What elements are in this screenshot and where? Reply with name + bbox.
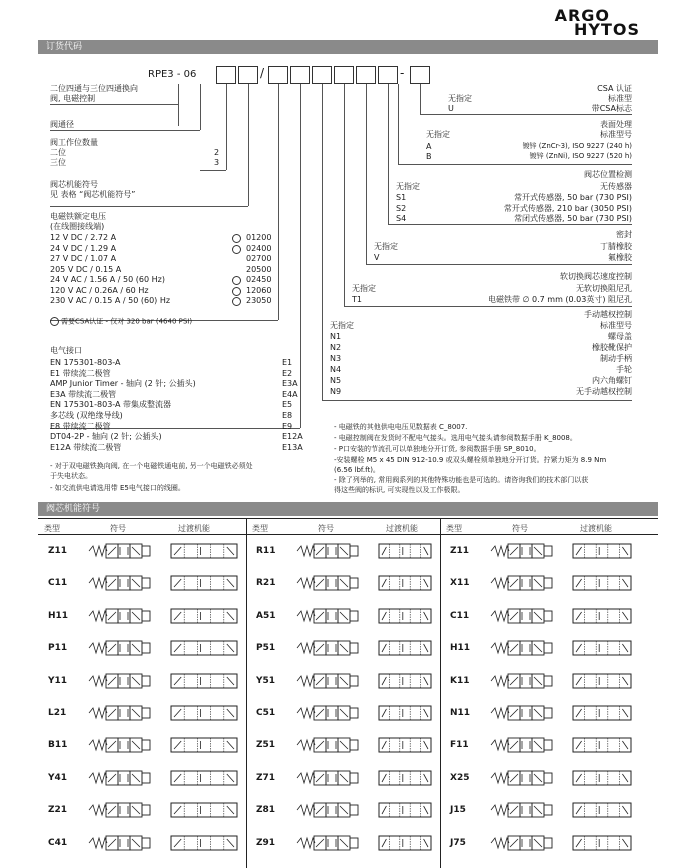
note-line: - 电磁铁的其他供电电压见数据表 C_8007. [334,423,468,431]
code-box-6 [334,66,354,84]
spool-symbol-icon [296,540,362,562]
spool-type-code: C11 [450,610,470,621]
spool-symbol-icon [490,540,556,562]
manual-code: N3 [330,354,342,363]
connector-label: EN 175301-803-A 带集成整流器 [50,400,172,410]
note-coil-2: - 如交流供电请选用带 E5电气接口的线圈。 [50,484,185,492]
transition-symbol-icon [378,640,432,656]
sensor-label: 常开式传感器, 50 bar (730 PSI) [514,193,632,202]
surface-none: 无指定 [426,130,450,139]
spool-symbol-icon [88,572,154,594]
table-header-line [38,534,658,535]
voltage-code: 02450 [246,275,272,284]
transition-symbol-icon [572,543,632,559]
seal-v-code: V [374,253,380,262]
slash-separator: / [260,66,265,80]
note-line: - P口安装的节流孔可以单独地分开订货, 参阅数据手册 SP_8010。 [334,445,541,453]
spool-type-code: Z71 [256,772,276,783]
sensor-label: 常开式传感器, 210 bar (3050 PSI) [503,203,632,213]
spool-type-code: F11 [450,740,469,751]
voltage-code: 20500 [246,264,272,274]
spool-symbol-title: 阀芯机能符号 [50,180,98,189]
transition-symbol-icon [378,543,432,559]
positions-3-code: 3 [214,158,220,167]
spool-symbol-ref: 见 表格 “阀芯机能符号” [50,190,136,199]
sensor-code: S2 [396,203,407,213]
spool-type-code: J75 [450,837,466,848]
transition-symbol-icon [572,608,632,624]
spool-type-code: N11 [450,708,471,718]
spool-type-code: Z11 [450,546,470,556]
spool-symbol-icon [296,670,362,692]
transition-symbol-icon [572,640,632,656]
connector-title: 电气接口 [50,346,82,355]
spool-type-code: A51 [256,610,276,621]
spool-type-code: C41 [48,837,68,848]
transition-symbol-icon [378,802,432,818]
manual-code: N5 [330,376,342,385]
header-symbol: 符号 [318,524,334,533]
spool-symbol-icon [490,605,556,627]
transition-symbol-icon [572,802,632,818]
surface-title: 表面处理 [600,120,632,129]
csa-standard: 标准型 [608,94,632,103]
spool-type-code: Y51 [256,675,276,686]
code-box-3 [268,66,288,84]
manual-label: 内六角螺钉 [592,376,632,385]
spool-symbol-icon [88,767,154,789]
voltage-label: 27 V DC / 1.07 A [50,254,117,263]
spool-type-code: R11 [256,546,276,556]
speed-none-label: 无软切换阻尼孔 [576,284,632,293]
header-transition: 过渡机能 [178,524,210,533]
transition-symbol-icon [572,770,632,786]
spool-symbol-icon [88,734,154,756]
manual-label: 橡胶靴保护 [592,343,632,352]
spool-symbol-icon [296,702,362,724]
positions-2-label: 二位 [50,148,66,157]
voltage-subtitle: (在线圈接线端) [50,222,105,231]
spool-symbol-icon [296,605,362,627]
voltage-title: 电磁铁额定电压 [50,212,106,221]
voltage-label: 24 V DC / 1.29 A [50,243,117,253]
manual-label: 无手动越权控制 [576,387,632,396]
spool-symbol-icon [296,637,362,659]
surface-b-label: 镀锌 (ZnNi), ISO 9227 (520 h) [529,152,632,160]
spool-type-code: P51 [256,643,276,654]
transition-symbol-icon [378,673,432,689]
voltage-code: 12060 [246,285,272,295]
spool-type-code: B11 [48,740,68,751]
transition-symbol-icon [572,575,632,591]
manual-label: 螺母盖 [608,332,632,341]
csa-mark-icon [232,287,241,296]
header-type: 类型 [446,524,462,533]
note-coil-1b: 于失电状态。 [50,472,92,480]
transition-symbol-icon [170,640,238,656]
transition-symbol-icon [572,835,632,851]
transition-symbol-icon [378,737,432,753]
spool-symbol-icon [490,670,556,692]
connector-label: E3A 带续流二极管 [50,389,117,399]
transition-symbol-icon [170,737,238,753]
csa-mark-icon [232,297,241,306]
voltage-code: 01200 [246,233,272,242]
transition-symbol-icon [170,673,238,689]
transition-symbol-icon [170,608,238,624]
surface-a-code: A [426,142,432,151]
voltage-label: 12 V DC / 2.72 A [50,233,117,242]
spool-type-code: J15 [450,805,466,816]
table-col-divider-1 [246,518,247,868]
transition-symbol-icon [572,705,632,721]
manual-title: 手动越权控制 [584,310,632,319]
argo-logo-line1: ARGO [554,6,610,25]
connector-label: 多芯线 (双绝缘导线) [50,411,123,420]
spool-symbol-icon [88,799,154,821]
code-box-5 [312,66,332,84]
table-col-divider-2 [440,518,441,868]
header-symbol: 符号 [110,524,126,533]
code-box-2 [238,66,258,84]
transition-symbol-icon [170,802,238,818]
seal-none-label: 丁腈橡胶 [600,242,632,251]
connector-label: E8 带续流二极管 [50,421,111,431]
voltage-label: 230 V AC / 0.15 A / 50 (60) Hz [50,296,171,305]
transition-symbol-icon [572,737,632,753]
manual-code: N1 [330,332,342,341]
voltage-label: 24 V AC / 1.56 A / 50 (60 Hz) [50,275,165,284]
spool-type-code: C11 [48,578,68,589]
connector-label: EN 175301-803-A [50,358,121,367]
spool-symbol-icon [296,832,362,854]
spool-symbol-icon [296,767,362,789]
positions-3-label: 三位 [50,158,66,167]
csa-mark-icon [232,234,241,243]
manual-code: N2 [330,343,342,352]
connector-label: E12A 带续流二极管 [50,442,122,452]
spool-type-code: R21 [256,578,276,589]
hytos-logo-line2: HYTOS [573,20,640,39]
note-line: (6.56 lbf.ft)。 [334,466,380,474]
manual-none: 无指定 [330,321,354,330]
spool-symbol-icon [88,702,154,724]
transition-symbol-icon [572,673,632,689]
header-type: 类型 [252,524,268,533]
connector-label: AMP Junior Timer - 轴向 (2 针; 公插头) [50,379,196,389]
positions-title: 阀工作位数量 [50,138,98,147]
position-detect-none: 无指定 [396,182,420,191]
csa-mark-icon [50,317,59,326]
transition-symbol-icon [378,608,432,624]
positions-2-code: 2 [214,148,220,157]
manual-code: N4 [330,365,342,374]
spool-symbol-icon [490,767,556,789]
code-box-8 [378,66,398,84]
csa-title: CSA 认证 [597,84,632,93]
spool-symbol-icon [88,670,154,692]
note-line: -安装螺栓 M5 x 45 DIN 912-10.9 或双头螺栓须单独地分开订货。拧紧力矩为 8.9 Nm [334,456,607,464]
note-line: 得这些阀的标识, 可实现性以及工作极限。 [334,486,465,494]
spool-type-code: Y11 [48,675,68,686]
spool-type-code: H11 [450,643,471,654]
spool-type-code: X11 [450,578,470,589]
code-box-4 [290,66,310,84]
csa-u-code: U [448,104,454,113]
connector-code: E1 [282,358,293,367]
note-line: - 除了列举的, 常用阀系列的其他特殊功能也是可选的。请咨询我们的技术部门以获 [334,476,589,484]
valve-desc-line2: 阀, 电磁控制 [50,94,96,103]
speed-t1-label: 电磁铁带 ∅ 0.7 mm (0.03英寸) 阻尼孔 [487,295,632,304]
spool-symbol-icon [490,832,556,854]
transition-symbol-icon [378,770,432,786]
header-type: 类型 [44,524,60,533]
voltage-code: 02700 [246,254,272,263]
transition-symbol-icon [378,835,432,851]
spool-symbol-icon [490,799,556,821]
spool-symbol-icon [490,572,556,594]
speed-t1-code: T1 [352,295,362,304]
table-top-line [38,518,658,519]
csa-u-label: 带CSA标志 [591,104,632,113]
spool-symbol-icon [88,832,154,854]
transition-symbol-icon [170,770,238,786]
spool-type-code: H11 [48,610,69,621]
surface-b-code: B [426,152,432,161]
transition-symbol-icon [378,575,432,591]
valve-desc-line1: 二位四通与三位四通换向 [50,84,138,93]
manual-label: 手轮 [616,365,632,374]
voltage-code: 23050 [246,296,272,305]
sensor-label: 常闭式传感器, 50 bar (730 PSI) [514,214,632,223]
connector-label: DT04-2P - 轴向 (2 针; 公插头) [50,432,162,442]
csa-note: 需要CSA认证 - 仅对 320 bar (4640 PSI) [50,317,192,327]
surface-standard: 标准型号 [600,130,632,139]
code-box-9 [410,66,430,84]
speed-none: 无指定 [352,284,376,293]
dash-separator: - [400,66,405,80]
spool-symbol-icon [490,734,556,756]
surface-a-label: 镀锌 (ZnCr-3), ISO 9227 (240 h) [522,142,632,150]
model-code: RPE3 - 06 [148,69,197,80]
seal-none: 无指定 [374,242,398,251]
manual-label: 制动手柄 [600,354,632,363]
spool-type-code: P11 [48,643,68,654]
sensor-code: S4 [396,214,407,223]
connector-code: E12A [282,432,303,442]
voltage-label: 120 V AC / 0.26A / 60 Hz [50,285,149,295]
spool-type-code: X25 [450,772,470,783]
csa-mark-icon [232,245,241,254]
connector-code: E8 [282,411,293,420]
header-transition: 过渡机能 [580,524,612,533]
spool-type-code: Z81 [256,805,276,816]
spool-type-code: Z11 [48,546,68,556]
connector-code: E13A [282,442,303,452]
connector-code: E2 [282,368,293,378]
position-detect-title: 阀芯位置检测 [584,170,632,179]
connector-code: E9 [282,421,293,431]
code-box-1 [216,66,236,84]
sensor-code: S1 [396,193,407,202]
spool-type-code: Z21 [48,805,68,816]
spool-symbol-icon [296,734,362,756]
spool-type-code: Z51 [256,740,276,751]
connector-label: E1 带续流二极管 [50,368,111,378]
spool-type-code: C51 [256,708,276,718]
speed-title: 软切换阀芯速度控制 [560,272,632,281]
transition-symbol-icon [170,705,238,721]
position-detect-none-label: 无传感器 [600,182,632,191]
code-box-7 [356,66,376,84]
spool-type-code: Z91 [256,837,276,848]
ordering-code-section-bar: 订货代码 [38,40,658,54]
connector-code: E3A [282,379,298,389]
note-line: - 电磁控制阀在发货时不配电气接头。选用电气接头请参阅数据手册 K_8008。 [334,434,577,442]
manual-none-label: 标准型号 [600,321,632,330]
transition-symbol-icon [170,543,238,559]
spool-type-code: K11 [450,675,470,686]
voltage-label: 205 V DC / 0.15 A [50,264,122,274]
csa-mark-icon [232,276,241,285]
spool-symbol-icon [490,702,556,724]
spool-symbols-section-bar: 阀芯机能符号 [38,502,658,516]
valve-size-label: 阀通径 [50,120,74,129]
transition-symbol-icon [378,705,432,721]
spool-symbol-icon [296,799,362,821]
header-transition: 过渡机能 [386,524,418,533]
voltage-code: 02400 [246,243,272,253]
transition-symbol-icon [170,575,238,591]
connector-code: E4A [282,389,298,399]
transition-symbol-icon [170,835,238,851]
spool-symbol-icon [88,540,154,562]
spool-symbol-icon [490,637,556,659]
spool-type-code: Y41 [48,772,68,783]
note-coil-1: - 对于双电磁铁换向阀, 在一个电磁铁通电前, 另一个电磁铁必须处 [50,462,253,470]
manual-code: N9 [330,387,342,396]
csa-none: 无指定 [448,94,472,103]
header-symbol: 符号 [512,524,528,533]
spool-symbol-icon [88,605,154,627]
spool-symbol-icon [296,572,362,594]
seal-title: 密封 [616,230,632,239]
spool-symbol-icon [88,637,154,659]
connector-code: E5 [282,400,293,410]
seal-v-label: 氟橡胶 [608,253,632,262]
spool-type-code: L21 [48,708,67,718]
